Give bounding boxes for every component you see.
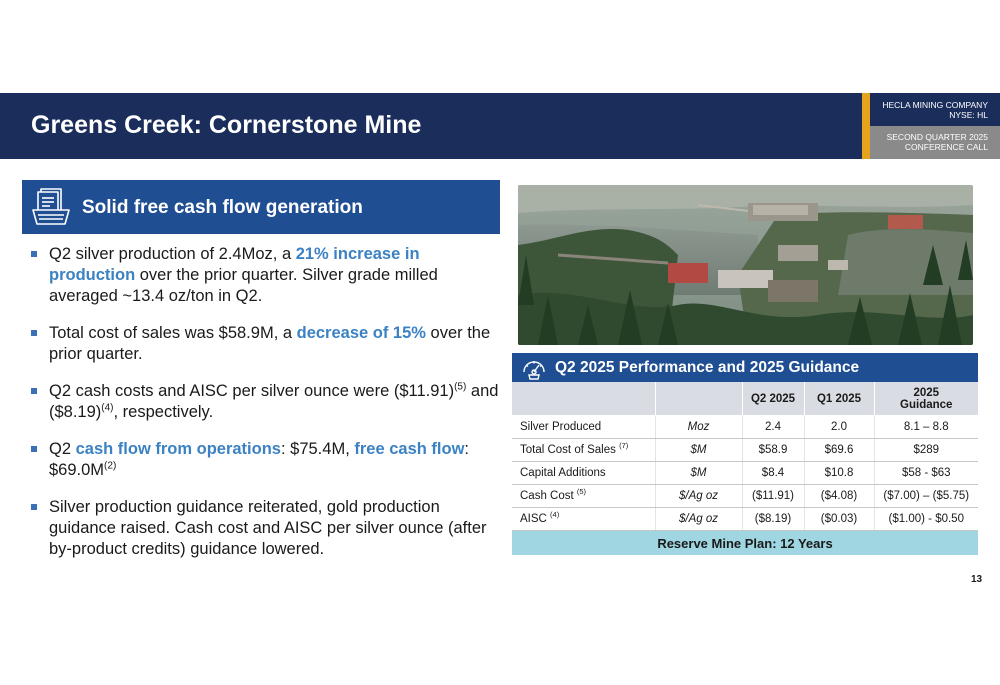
- bullet-text: Q2: [49, 440, 76, 458]
- page-number: 13: [971, 574, 983, 585]
- row-label: [512, 439, 655, 462]
- reserve-mine-plan: Reserve Mine Plan: 12 Years: [512, 531, 978, 556]
- company-block: [870, 93, 1000, 126]
- row-label-text: Capital Additions: [520, 467, 606, 479]
- row-label: [512, 462, 655, 485]
- row-unit: Moz: [655, 416, 742, 439]
- cell-q2: ($8.19): [742, 508, 804, 531]
- highlight-text: free cash flow: [354, 440, 465, 458]
- bullet-text: Total cost of sales was $58.9M, a: [49, 324, 297, 342]
- cell-q1: 2.0: [804, 416, 874, 439]
- footnote-ref: (2): [104, 460, 117, 472]
- table-row: [512, 485, 978, 508]
- bullet-text: Q2 cash costs and AISC per silver ounce were ($11.91): [49, 382, 455, 400]
- footnote-ref: (7): [619, 441, 629, 451]
- gold-accent-bar: [862, 93, 870, 159]
- cell-q1: ($4.08): [804, 485, 874, 508]
- table-header-row: [512, 382, 978, 416]
- row-unit: $M: [655, 439, 742, 462]
- highlight-text: cash flow from operations: [75, 440, 281, 458]
- bullet-cash-flow: [30, 439, 500, 481]
- footnote-ref: (5): [576, 487, 587, 497]
- cell-q1: $10.8: [804, 462, 874, 485]
- fcf-section-title: Solid free cash flow generation: [82, 197, 363, 218]
- bullet-text: over the prior quarter. Silver grade milled averaged ~13.4 oz/ton in Q2.: [49, 266, 438, 305]
- performance-table: [512, 382, 978, 555]
- highlight-text: decrease of 15%: [296, 324, 426, 342]
- row-unit: $/Ag oz: [655, 485, 742, 508]
- footnote-ref: (4): [101, 402, 114, 414]
- event-line-2: CONFERENCE CALL: [904, 142, 988, 152]
- row-label: [512, 485, 655, 508]
- table-row: [512, 462, 978, 485]
- column-header-q1-2025: Q1 2025: [804, 382, 874, 416]
- column-header: [512, 382, 655, 416]
- header-line: 2025: [913, 386, 940, 399]
- row-label-text: Total Cost of Sales: [520, 444, 616, 456]
- table-row: [512, 416, 978, 439]
- bullet-cash-costs: [30, 381, 500, 423]
- bullet-text: Silver production guidance reiterated, gold production guidance raised. Cash cost and AISC per silver ounce (after by-product credits) guidance lowered.: [49, 498, 487, 558]
- bullet-text: , respectively.: [113, 403, 214, 421]
- mine-aerial-photo: [518, 185, 973, 345]
- cell-guidance: ($1.00) - $0.50: [874, 508, 978, 531]
- cell-q2: ($11.91): [742, 485, 804, 508]
- footnote-ref: (5): [454, 381, 467, 393]
- row-unit: $M: [655, 462, 742, 485]
- footnote-ref: (4): [550, 510, 560, 520]
- column-header-q2-2025: Q2 2025: [742, 382, 804, 416]
- row-label: [512, 508, 655, 531]
- highlight-text: 21% increase in production: [49, 245, 420, 284]
- gauge-speedometer-icon: [520, 354, 548, 381]
- bullet-cost-of-sales: [30, 323, 500, 365]
- bullet-text: : $69.0M: [49, 440, 469, 479]
- bullet-text: Q2 silver production of 2.4Moz, a: [49, 245, 296, 263]
- reserve-footer-row: [512, 531, 978, 556]
- cell-q2: $58.9: [742, 439, 804, 462]
- column-header-2025-guidance: [874, 382, 978, 416]
- cell-guidance: $58 - $63: [874, 462, 978, 485]
- bullet-list: [30, 244, 500, 576]
- cell-q2: 2.4: [742, 416, 804, 439]
- cell-guidance: ($7.00) – ($5.75): [874, 485, 978, 508]
- page-title: Greens Creek: Cornerstone Mine: [31, 111, 422, 139]
- table-row: [512, 439, 978, 462]
- bullet-text: : $75.4M,: [280, 440, 355, 458]
- column-header: [655, 382, 742, 416]
- event-block: [870, 126, 1000, 159]
- cell-guidance: $289: [874, 439, 978, 462]
- financial-document-icon: [30, 186, 72, 228]
- bullet-text: over the prior quarter.: [49, 324, 491, 363]
- row-label: [512, 416, 655, 439]
- bullet-text: and ($8.19): [49, 382, 499, 421]
- header-line: Guidance: [900, 398, 953, 411]
- cell-guidance: 8.1 – 8.8: [874, 416, 978, 439]
- row-unit: $/Ag oz: [655, 508, 742, 531]
- table-row: [512, 508, 978, 531]
- bullet-guidance: [30, 497, 500, 560]
- row-label-text: Silver Produced: [520, 421, 602, 433]
- ticker: NYSE: HL: [949, 110, 988, 120]
- company-name: HECLA MINING COMPANY: [882, 100, 988, 110]
- cell-q1: $69.6: [804, 439, 874, 462]
- event-line-1: SECOND QUARTER 2025: [886, 132, 988, 142]
- cell-q1: ($0.03): [804, 508, 874, 531]
- bullet-silver-production: [30, 244, 500, 307]
- row-label-text: AISC: [520, 513, 547, 525]
- cell-q2: $8.4: [742, 462, 804, 485]
- row-label-text: Cash Cost: [520, 490, 574, 502]
- performance-title: Q2 2025 Performance and 2025 Guidance: [555, 359, 860, 376]
